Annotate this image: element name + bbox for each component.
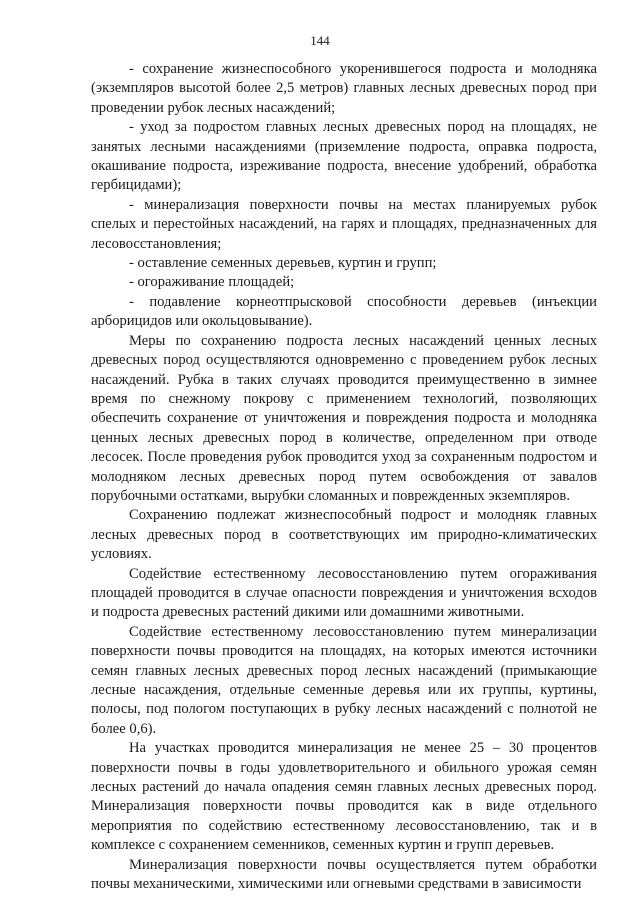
paragraph-undergrowth-measures: Меры по сохранению подроста лесных насаждений ценных лесных древесных пород осуществляются одновременно с проведением рубок лесных насаждений. Рубка в таких случаях проводится преимущественно в зимнее время по снежному покрову с применением технологий, позволяющих обеспечить сохранение от уничтожения и повреждения подроста и молодняка ценных лесных древесных пород в количестве, определенном при отводе лесосек. После проведения рубок проводится уход за сохраненным подростом и молодняком лесных древесных пород путем освобождения от завалов порубочными остатками, вырубки сломанных и поврежденных экземпляров.: [91, 332, 597, 504]
list-item-soil-mineralization: - минерализация поверхности почвы на местах планируемых рубок спелых и перестойных насаждений, на гарях и площадях, предназначенных для лесовосстановления;: [91, 196, 597, 252]
paragraph-mineralization-methods: Минерализация поверхности почвы осуществляется путем обработки почвы механическими, химическими или огневыми средствами в зависимости: [91, 856, 597, 893]
list-item-preserve-undergrowth: - сохранение жизнеспособного укоренившегося подроста и молодняка (экземпляров высотой более 2,5 метров) главных лесных древесных пород при проведении рубок лесных насаждений;: [91, 61, 597, 116]
list-item-undergrowth-care: - уход за подростом главных лесных древесных пород на площадях, не занятых лесными насаждениями (приземление подроста, оправка подроста, окашивание подроста, изреживание подроста, внесение удобрений, обработка гербицидами);: [91, 119, 597, 194]
list-item-fencing: - огораживание площадей;: [129, 274, 295, 291]
paragraph-fencing: Содействие естественному лесовосстановлению путем огораживания площадей проводится в случае опасности повреждения и уничтожения всходов и подроста древесных растений дикими или домашними животными.: [91, 565, 597, 621]
list-item-seed-trees: - оставление семенных деревьев, куртин и групп;: [129, 255, 437, 272]
page-number: 144: [310, 33, 330, 48]
paragraph-mineralization-areas: Содействие естественному лесовосстановлению путем минерализации поверхности почвы проводится на площадях, на которых имеются источники семян главных лесных древесных пород лесных насаждений (примыкающие лесные насаждения, отдельные семенные деревья или их группы, куртины, полосы, под пологом поступающих в рубку лесных насаждений с полнотой не более 0,6).: [91, 623, 597, 737]
paragraph-mineralization-percent: На участках проводится минерализация не менее 25 – 30 процентов поверхности почвы в годы удовлетворительного и обильного урожая семян лесных растений до начала опадения семян главных лесных древесных пород. Минерализация поверхности почвы проводится как в виде отдельного мероприятия по содействию естественному лесовосстановлению, так и в комплексе с сохранением семенников, семенных куртин и групп деревьев.: [91, 740, 597, 854]
document-body: [91, 60, 597, 894]
list-item-suppression: - подавление корнеотпрысковой способности деревьев (инъекции арборицидов или окольцовывание).: [91, 293, 597, 330]
paragraph-preservation: Сохранению подлежат жизнеспособный подрост и молодняк главных лесных древесных пород в соответствующих им природно-климатических условиях.: [91, 507, 597, 563]
